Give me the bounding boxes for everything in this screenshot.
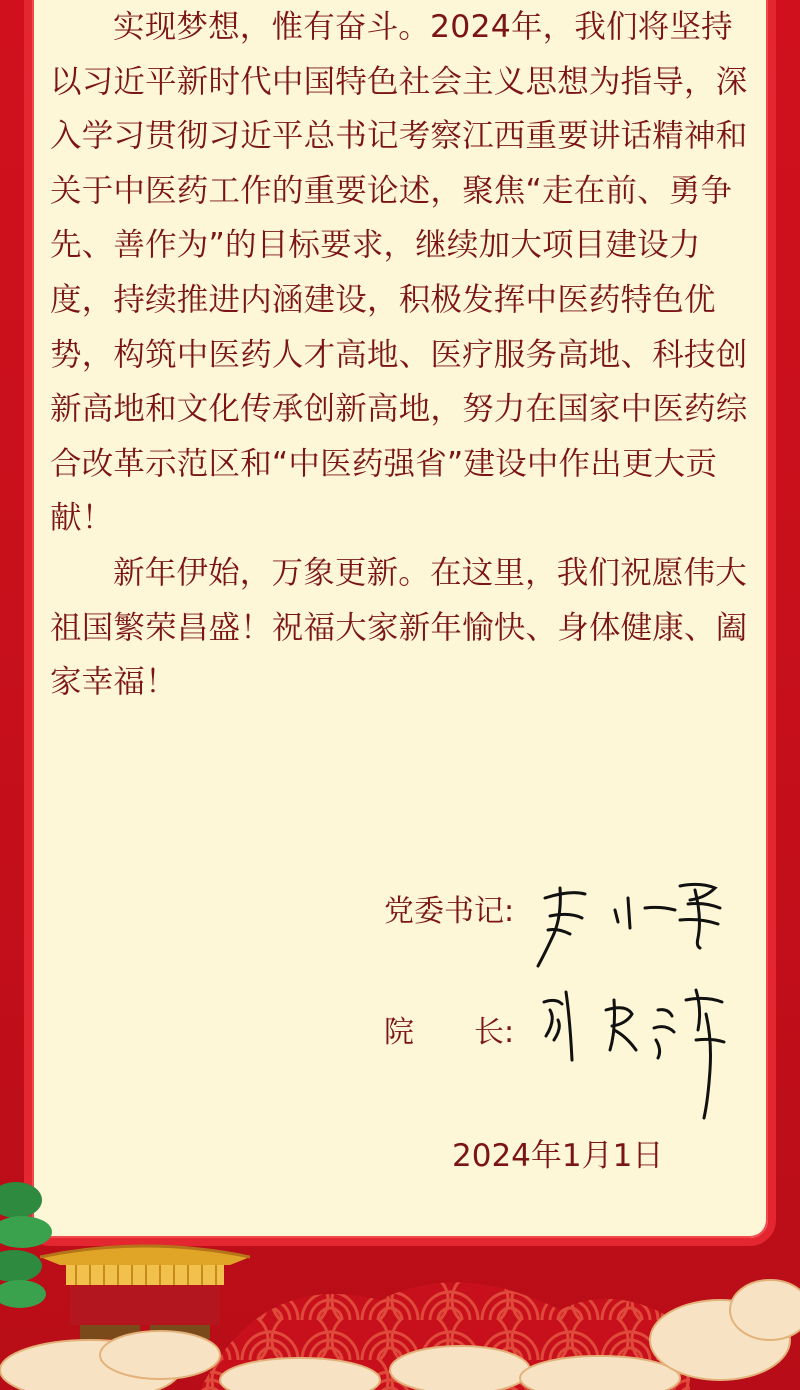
letter-date: 2024年1月1日: [452, 1138, 664, 1174]
party-secretary-signature: [530, 868, 730, 978]
paragraph-2: 新年伊始，万象更新。在这里，我们祝愿伟大祖国繁荣昌盛！祝福大家新年愉快、身体健康、阖家幸福！: [50, 554, 748, 701]
wave-and-cloud-decoration: [0, 1240, 800, 1390]
letter-body: [50, 0, 762, 710]
president-signature: [536, 980, 736, 1130]
party-secretary-label: 党委书记:: [384, 894, 515, 929]
president-label: 院 长:: [384, 1015, 515, 1050]
paragraph-1: 实现梦想，惟有奋斗。2024年，我们将坚持以习近平新时代中国特色社会主义思想为指导，深入学习贯彻习近平总书记考察江西重要讲话精神和关于中医药工作的重要论述，聚焦“走在前、勇争先、善作为”的目标要求，继续加大项目建设力度，持续推进内涵建设，积极发挥中医药特色优势，构筑中医药人才高地、医疗服务高地、科技创新高地和文化传承创新高地，努力在国家中医药综合改革示范区和“中医药强省”建设中作出更大贡献！: [50, 9, 748, 537]
